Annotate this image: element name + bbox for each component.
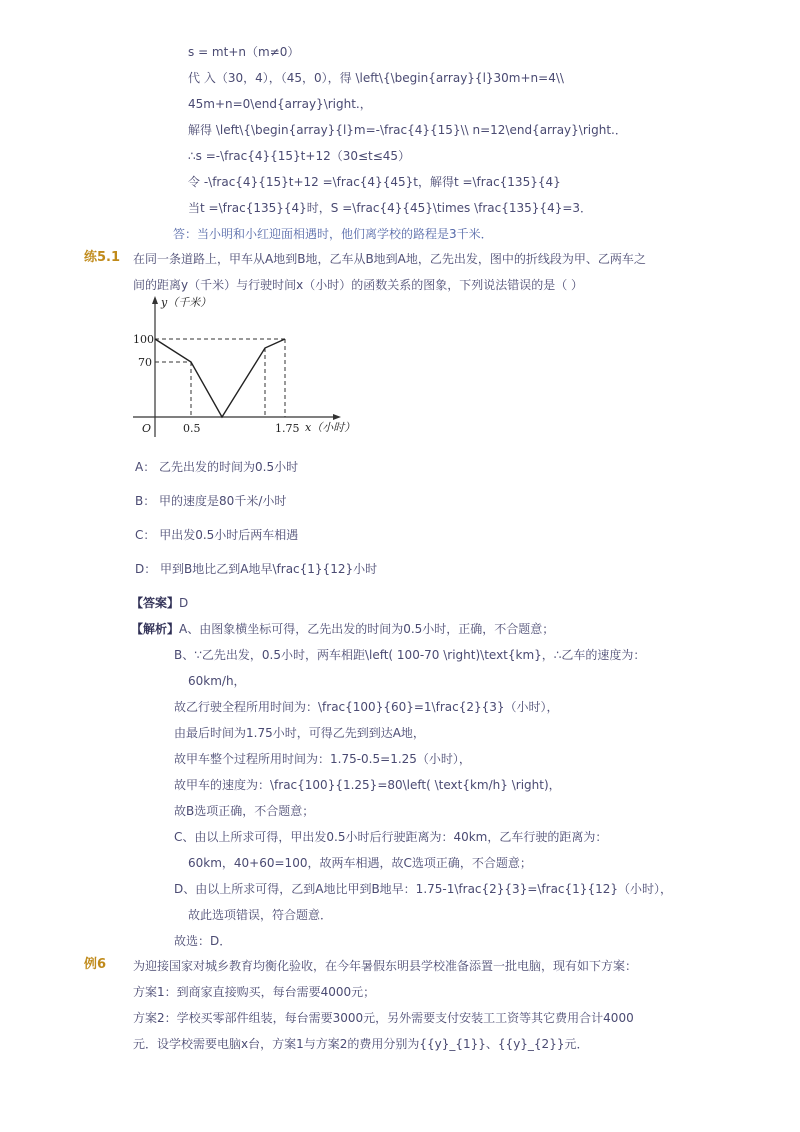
solution-line-6: 令 -\frac{4}{15}t+12 =\frac{4}{45}t，解得t =\frac{135}{4} (188, 175, 561, 189)
option-c: C： 甲出发0.5小时后两车相遇 (135, 528, 299, 542)
question-line-2: 间的距离y（千米）与行驶时间x（小时）的函数关系的图象，下列说法错误的是（ ） (133, 278, 584, 292)
answer-row (131, 594, 188, 612)
analysis-line: A、由图象横坐标可得，乙先出发的时间为0.5小时，正确，不合题意； (179, 622, 555, 636)
analysis-line: D、由以上所求可得，乙到A地比甲到B地早：1.75-1\frac{2}{3}=\frac{1}{12}（小时）， (174, 882, 672, 896)
option-b: B： 甲的速度是80千米/小时 (135, 494, 287, 508)
distance-time-graph (125, 292, 365, 442)
solution-line-1: s = mt+n（m≠0） (188, 45, 300, 59)
example-line-3: 方案2：学校买零部件组装，每台需要3000元，另外需要支付安装工工资等其它费用合计4000 (133, 1011, 634, 1025)
analysis-line: 由最后时间为1.75小时，可得乙先到到达A地， (174, 726, 425, 740)
question-line-1: 在同一条道路上，甲车从A地到B地，乙车从B地到A地，乙先出发，图中的折线段为甲、乙两车之 (133, 252, 646, 266)
x-tick-05: 0.5 (183, 422, 201, 435)
answer-value: D (179, 596, 189, 610)
analysis-line: 60km，40+60=100，故两车相遇，故C选项正确，不合题意； (188, 856, 532, 870)
solution-line-4: 解得 \left\{\begin{array}{l}m=-\frac{4}{15}\\ n=12\end{array}\right.． (188, 123, 627, 137)
solution-line-7: 当t =\frac{135}{4}时，S =\frac{4}{45}\times \frac{135}{4}=3． (188, 201, 593, 215)
exercise-label: 练5.1 (84, 250, 121, 265)
y-tick-100: 100 (133, 333, 154, 346)
analysis-line: 故B选项正确，不合题意； (174, 804, 315, 818)
analysis-line: 故甲车整个过程所用时间为：1.75-0.5=1.25（小时）， (174, 752, 471, 766)
answer-tag: 【答案】 (131, 596, 180, 610)
solution-line-3: 45m+n=0\end{array}\right.， (188, 97, 372, 111)
example-line-4: 元．设学校需要电脑x台，方案1与方案2的费用分别为{{y}_{1}}、{{y}_{2}}元． (133, 1037, 589, 1051)
analysis-line: B、∵乙先出发，0.5小时，两车相距\left( 100-70 \right)\text{km}，∴乙车的速度为： (174, 648, 646, 662)
analysis-line: 故甲车的速度为：\frac{100}{1.25}=80\left( \text{km/h} \right)， (174, 778, 561, 792)
analysis-line: 故乙行驶全程所用时间为：\frac{100}{60}=1\frac{2}{3}（小时）， (174, 700, 559, 714)
analysis-row (131, 620, 554, 638)
y-axis-arrow (152, 296, 158, 304)
option-a: A： 乙先出发的时间为0.5小时 (135, 460, 299, 474)
analysis-line: 60km/h， (188, 674, 246, 688)
analysis-line: 故此选项错误，符合题意． (188, 908, 333, 922)
option-d: D： 甲到B地比乙到A地早\frac{1}{12}小时 (135, 562, 378, 576)
analysis-tag: 【解析】 (131, 622, 180, 636)
solution-line-5: ∴s =-\frac{4}{15}t+12（30≤t≤45） (188, 149, 411, 163)
example-line-2: 方案1：到商家直接购买，每台需要4000元； (133, 985, 376, 999)
y-tick-70: 70 (138, 356, 152, 369)
x-tick-175: 1.75 (275, 422, 300, 435)
x-axis-arrow (333, 414, 341, 420)
analysis-line: C、由以上所求可得，甲出发0.5小时后行驶距离为：40km，乙车行驶的距离为： (174, 830, 608, 844)
solution-line-2: 代 入（30，4），（45，0），得 \left\{\begin{array}{l}30m+n=4\\ (188, 71, 564, 85)
x-axis-title: x（小时） (305, 421, 356, 434)
solution-answer: 答：当小明和小红迎面相遇时，他们离学校的路程是3千米． (173, 227, 493, 241)
analysis-line: 故选：D． (174, 934, 232, 948)
example-label: 例6 (84, 957, 107, 972)
y-axis-title: y（千米） (161, 296, 212, 309)
origin-label: O (142, 422, 152, 435)
example-line-1: 为迎接国家对城乡教育均衡化验收，在今年暑假东明县学校准备添置一批电脑，现有如下方案： (133, 959, 638, 973)
